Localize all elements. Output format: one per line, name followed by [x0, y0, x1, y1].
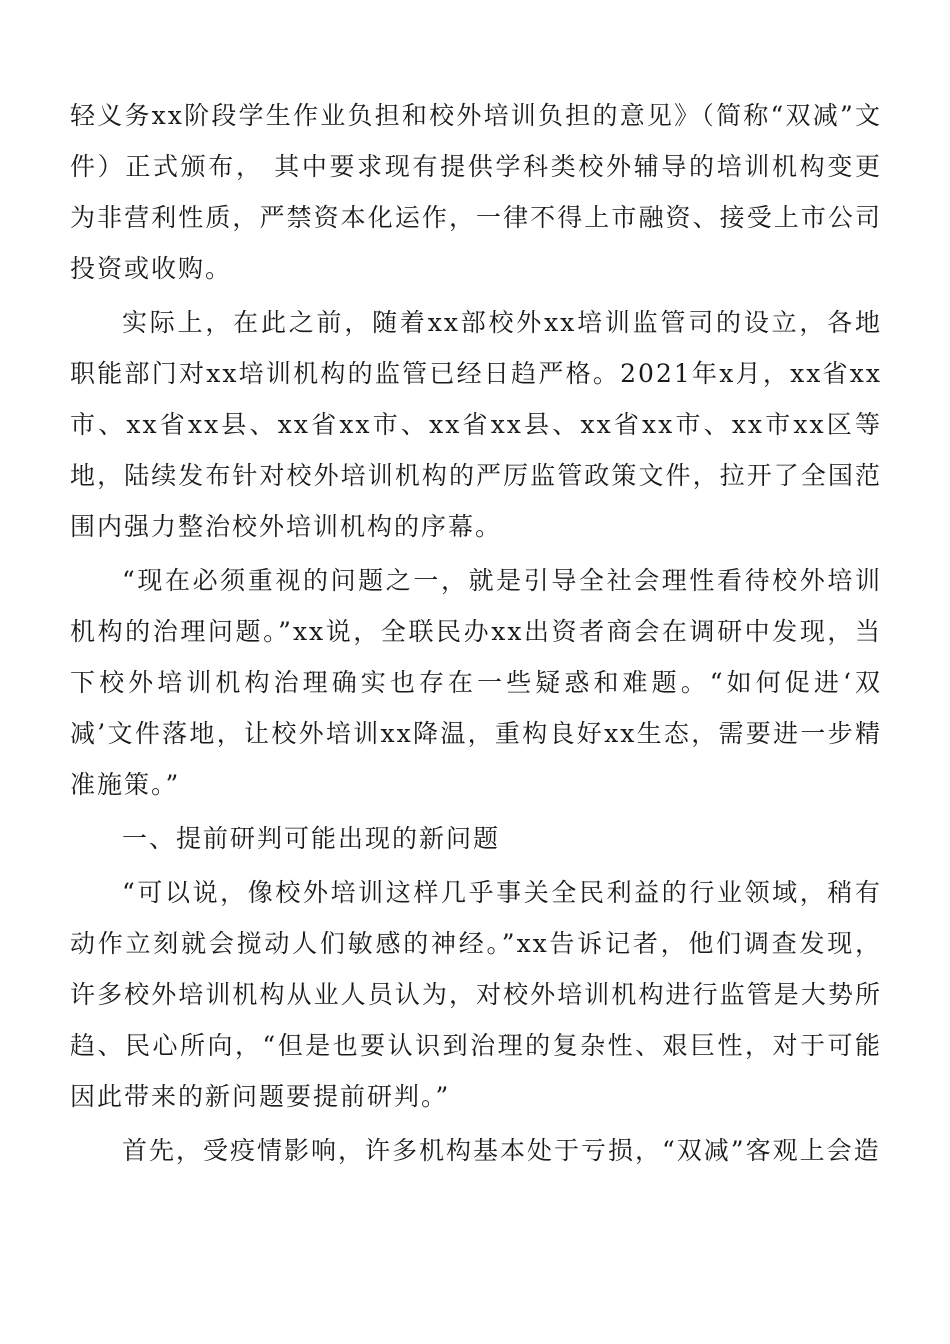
section-heading: 一、提前研判可能出现的新问题 [122, 824, 501, 853]
paragraph: 实际上，在此之前，随着xx部校外xx培训监管司的设立，各地职能部门对xx培训机构的监管已经日趋严格。2021年x月，xx省xx市、xx省xx县、xx省xx市、xx省xx县、xx省xx市、xx市xx区等地，陆续发布针对校外培训机构的严厉监管政策文件，拉开了全国范围内强力整治校外培训机构的序幕。 [70, 308, 882, 541]
paragraph: “现在必须重视的问题之一，就是引导全社会理性看待校外培训机构的治理问题。”xx说，全联民办xx出资者商会在调研中发现，当下校外培训机构治理确实也存在一些疑惑和难题。“如何促进‘双减’文件落地，让校外培训xx降温，重构良好xx生态，需要进一步精准施策。” [70, 566, 882, 799]
document-page [70, 90, 882, 1179]
paragraph: 首先，受疫情影响，许多机构基本处于亏损，“双减”客观上会造 [122, 1136, 881, 1165]
paragraph-continued: 轻义务xx阶段学生作业负担和校外培训负担的意见》（简称“双减”文件）正式颁布， 其中要求现有提供学科类校外辅导的培训机构变更为非营利性质，严禁资本化运作，一律不得上市融资、接受上市公司投资或收购。 [70, 101, 882, 283]
paragraph: “可以说，像校外培训这样几乎事关全民利益的行业领域，稍有动作立刻就会搅动人们敏感的神经。”xx告诉记者，他们调查发现，许多校外培训机构从业人员认为，对校外培训机构进行监管是大势所趋、民心所向，“但是也要认识到治理的复杂性、艰巨性，对于可能因此带来的新问题要提前研判。” [70, 878, 882, 1111]
